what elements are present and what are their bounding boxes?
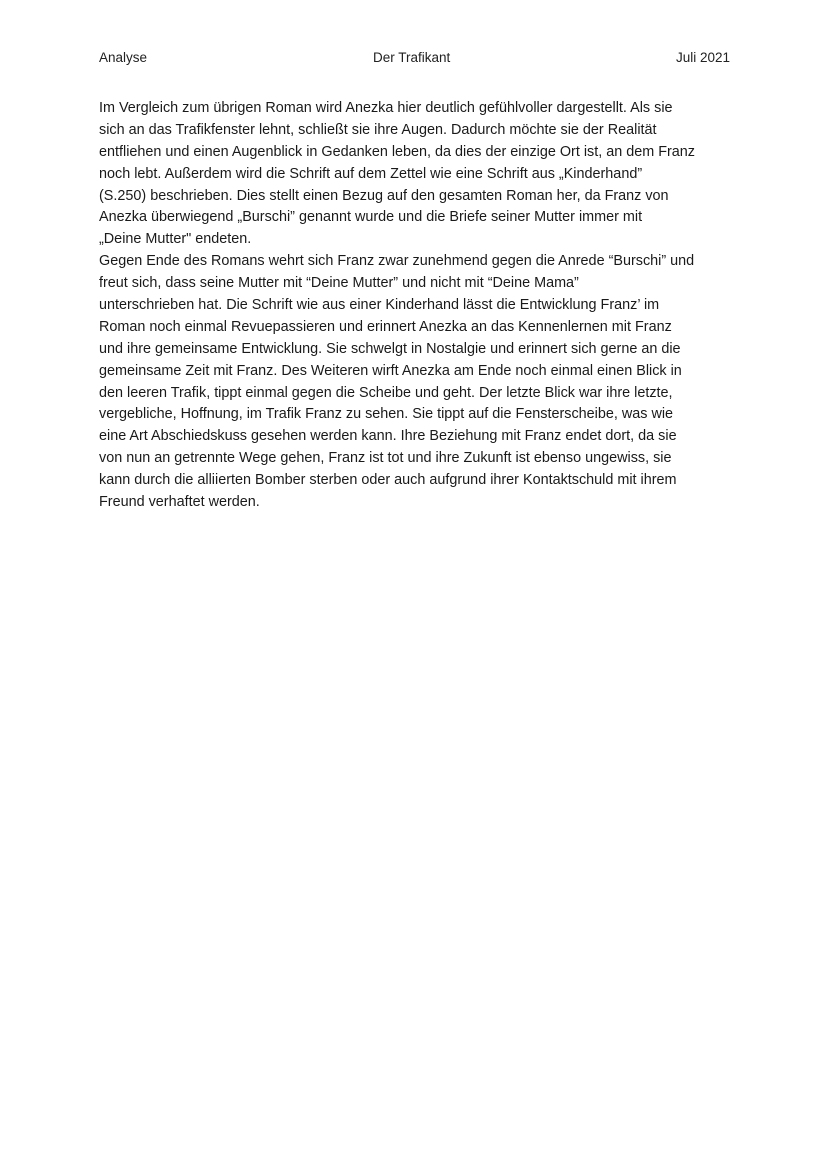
header-date: Juli 2021	[675, 50, 730, 65]
text-line: unterschrieben hat. Die Schrift wie aus einer Kinderhand lässt die Entwicklung Franz’ im	[99, 297, 660, 314]
text-line: sich an das Trafikfenster lehnt, schließt sie ihre Augen. Dadurch möchte sie der Realität	[99, 121, 657, 138]
text-line: vergebliche, Hoffnung, im Trafik Franz zu sehen. Sie tippt auf die Fensterscheibe, was wie	[99, 406, 674, 423]
text-line: Gegen Ende des Romans wehrt sich Franz zwar zunehmend gegen die Anrede “Burschi” und	[99, 253, 695, 270]
header-title: Der Trafikant	[373, 50, 451, 65]
text-line: Freund verhaftet werden.	[99, 494, 260, 511]
text-line: den leeren Trafik, tippt einmal gegen die Scheibe und geht. Der letzte Blick war ihre letzte,	[99, 384, 673, 401]
text-line: Roman noch einmal Revuepassieren und erinnert Anezka an das Kennenlernen mit Franz	[99, 318, 672, 335]
text-line: „Deine Mutter" endeten.	[99, 231, 252, 248]
text-line: (S.250) beschrieben. Dies stellt einen Bezug auf den gesamten Roman her, da Franz von	[99, 187, 669, 204]
text-line: kann durch die alliierten Bomber sterben oder auch aufgrund ihrer Kontaktschuld mit ihrem	[99, 472, 677, 489]
page-header	[99, 50, 730, 70]
text-line: freut sich, dass seine Mutter mit “Deine Mutter” und nicht mit “Deine Mama”	[99, 275, 579, 292]
text-line: Anezka überwiegend „Burschi” genannt wurde und die Briefe seiner Mutter immer mit	[99, 209, 643, 226]
header-left-label: Analyse	[99, 50, 148, 65]
text-line: von nun an getrennte Wege gehen, Franz ist tot und ihre Zukunft ist ebenso ungewiss, sie	[99, 450, 672, 467]
text-line: entfliehen und einen Augenblick in Gedanken leben, da dies der einzige Ort ist, an dem Franz	[99, 143, 695, 160]
body-text	[99, 98, 730, 514]
text-line: eine Art Abschiedskuss gesehen werden kann. Ihre Beziehung mit Franz endet dort, da sie	[99, 428, 677, 445]
text-line: und ihre gemeinsame Entwicklung. Sie schwelgt in Nostalgie und erinnert sich gerne an die	[99, 340, 681, 357]
text-line: noch lebt. Außerdem wird die Schrift auf dem Zettel wie eine Schrift aus „Kinderhand”	[99, 165, 643, 182]
text-line: Im Vergleich zum übrigen Roman wird Anezka hier deutlich gefühlvoller dargestellt. Als sie	[99, 100, 673, 116]
text-line: gemeinsame Zeit mit Franz. Des Weiteren wirft Anezka am Ende noch einmal einen Blick in	[99, 362, 682, 379]
